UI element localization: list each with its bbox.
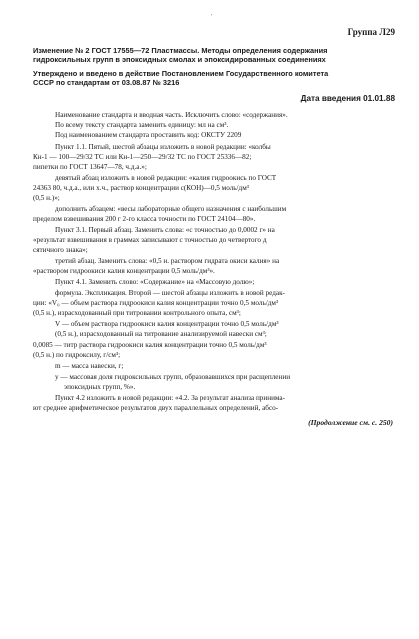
body-line: третий абзац. Заменить слова: «0,5 н. раствором гидрата окиси калия» на: [55, 257, 280, 265]
body-line: «результат взвешивания в граммах записывают с точностью до четвертого д: [33, 236, 267, 244]
effective-date: Дата введения 01.01.88: [300, 94, 395, 103]
body-line: Под наименованием стандарта проставить код: ОКСТУ 2209: [55, 131, 242, 139]
body-line: сятичного знака»;: [33, 246, 88, 254]
body-line: дополнить абзацем: «весы лабораторные общего назначения с наибольшим: [55, 205, 287, 213]
body-line: пипетки по ГОСТ 13647—78, ч.д.а.»;: [33, 163, 147, 171]
body-line: Пункт 3.1. Первый абзац. Заменить слова: «с точностью до 0,0002 г» на: [55, 226, 275, 234]
body-line: Наименование стандарта и вводная часть. Исключить слово: «содержания».: [55, 111, 288, 119]
body-line: ции: «V₀ — объем раствора гидроокиси калия концентрации точно 0,5 моль/дм³: [33, 299, 279, 307]
body-line: V — объем раствора гидроокиси калия концентрации точно 0,5 моль/дм³: [55, 320, 279, 328]
body-line: пределом взвешивания 200 г 2-го класса точности по ГОСТ 24104—80».: [33, 215, 256, 223]
body-line: (0,5 н.), израсходованный при титровании контрольного опыта, см³;: [33, 309, 241, 317]
approval-line-2: СССР по стандартам от 03.08.87 № 3216: [33, 78, 180, 87]
body-line: ют среднее арифметическое результатов двух параллельных определений, абсо-: [33, 404, 279, 412]
body-line: 24363 80, ч.д.а., или х.ч., раствор концентрации с(КОН)—0,5 моль/дм³: [33, 184, 249, 192]
corner-tick: ': [211, 14, 213, 20]
group-label: Группа Л29: [347, 27, 395, 37]
body-line: (0,5 н.), израсходованный на титрование анализируемой навески см³;: [55, 330, 267, 338]
body-line: (0,5 н.) по гидроксилу, г/см³;: [33, 351, 121, 359]
body-line: формула. Экспликация. Второй — шестой абзацы изложить в новой редак-: [55, 289, 285, 297]
body-line: Пункт 4.2 изложить в новой редакции: «4.2. За результат анализа принима-: [55, 394, 286, 402]
approval-line-1: Утверждено и введено в действие Постановлением Государственного комитета: [33, 69, 329, 78]
body-line: Пункт 1.1. Пятый, шестой абзацы изложить в новой редакции: «колбы: [55, 143, 271, 151]
body-line: По всему тексту стандарта заменить единицу: мл на см³.: [55, 121, 229, 129]
body-line: «раствором гидроокиси калия концентрации 0,5 моль/дм³».: [33, 267, 215, 275]
amendment-title-line-1: Изменение № 2 ГОСТ 17555—72 Пластмассы. Методы определения содержания: [33, 46, 328, 55]
body-line: эпоксидных групп, %».: [64, 383, 136, 391]
body-line: девятый абзац изложить в новой редакции: «калия гидроокись по ГОСТ: [55, 174, 277, 182]
body-line: 0,0085 — титр раствора гидроокиси калия концентрации точно 0,5 моль/дм³: [33, 341, 267, 349]
continuation-note: (Продолжение см. с. 250): [308, 418, 393, 427]
body-line: (0,5 н.)»;: [33, 194, 60, 202]
body-line: Пункт 4.1. Заменить слово: «Содержание» на «Массовую долю»;: [55, 278, 255, 286]
amendment-title-line-2: гидроксильных групп в эпоксидных смолах и эпоксидированных соединениях: [33, 55, 326, 64]
body-line: Кн-1 — 100—29/32 ТС или Кн-1—250—29/32 ТС по ГОСТ 25336—82;: [33, 153, 252, 161]
body-line: m — масса навески, г;: [55, 362, 124, 370]
body-line: у — массовая доля гидроксильных групп, образовавшихся при расщеплении: [55, 373, 291, 381]
